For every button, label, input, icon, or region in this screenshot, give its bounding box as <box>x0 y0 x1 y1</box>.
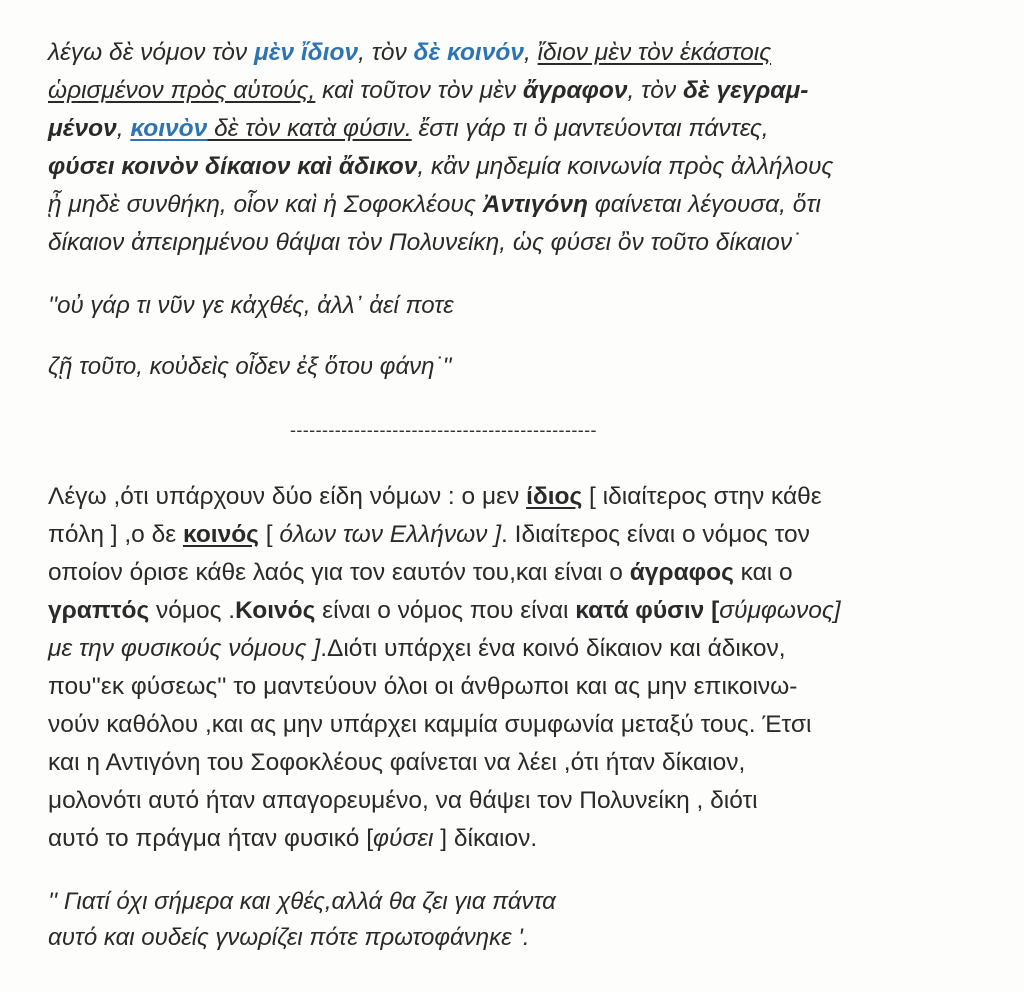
bold-menon: μένον <box>48 115 117 142</box>
modern-text: .Διότι υπάρχει ένα κοινό δίκαιον και άδικον, <box>320 635 786 662</box>
highlight-men-idion: μὲν ἴδιον <box>253 39 359 66</box>
greek-text: ἔστι γάρ τι ὃ μαντεύονται πάντες, <box>411 115 769 142</box>
modern-line-7: νούν καθόλου ,και ας μην υπάρχει καμμία συμφωνία μεταξύ τους. Έτσι <box>48 711 812 738</box>
modern-line-2 <box>48 516 998 554</box>
modern-text: . Ιδιαίτερος είναι ο νόμος τον <box>501 521 810 548</box>
modern-text: οποίον όρισε κάθε λαός για τον εαυτόν του,και είναι ο <box>48 559 630 586</box>
bold-koinos: κοινός <box>182 521 259 548</box>
underlined-phrase: ἴδιον μὲν τὸν ἑκάστοις <box>537 39 772 66</box>
italic-gloss: σύμφωνος] <box>719 597 841 624</box>
bold-agrafos: άγραφος <box>629 559 734 586</box>
highlight-koinon: κοινὸν <box>130 115 208 142</box>
bracket: [ <box>704 597 720 624</box>
bold-physei-phrase: φύσει κοινὸν δίκαιον καὶ ἄδικον <box>48 153 418 180</box>
greek-text: φαίνεται λέγουσα, ὅτι <box>587 191 821 218</box>
greek-text: καὶ τοῦτον τὸν μὲν <box>315 77 523 104</box>
bold-idios: ίδιος <box>526 483 583 510</box>
ancient-greek-passage <box>48 34 988 262</box>
modern-line-4 <box>48 592 998 630</box>
greek-line-1 <box>48 34 988 72</box>
bold-agraphon: ἄγραφον <box>522 77 628 104</box>
modern-text: και ο <box>733 559 793 586</box>
modern-line-6: που''εκ φύσεως'' το μαντεύουν όλοι οι άνθρωποι και ας μην επικοινω- <box>48 673 798 700</box>
sophocles-quote-line-1: ''οὐ γάρ τι νῦν γε κἀχθές, ἀλλ᾽ ἀεί ποτε <box>48 292 454 319</box>
translated-quote <box>48 884 556 956</box>
translated-quote-line-2: αυτό και ουδείς γνωρίζει πότε πρωτοφάνηκε '. <box>48 924 530 951</box>
greek-text: , τὸν <box>358 39 414 66</box>
underlined-phrase: δὲ τὸν κατὰ φύσιν. <box>207 115 412 142</box>
dashed-divider: ------------------------------------------------ <box>290 420 597 440</box>
italic-gloss: όλων των Ελλήνων ] <box>279 521 502 548</box>
greek-line-4 <box>48 148 988 186</box>
greek-text: , <box>116 115 131 142</box>
modern-text: [ <box>258 521 280 548</box>
modern-line-3 <box>48 554 998 592</box>
bold-graptos: γραπτός <box>48 597 150 624</box>
greek-text: , τὸν <box>627 77 683 104</box>
modern-line-8: και η Αντιγόνη του Σοφοκλέους φαίνεται να λέει ,ότι ήταν δίκαιον, <box>48 749 746 776</box>
greek-text: ᾖ μηδὲ συνθήκη, οἷον καὶ ἡ Σοφοκλέους <box>48 191 483 218</box>
greek-line-2 <box>48 72 988 110</box>
modern-line-1 <box>48 478 998 516</box>
greek-text: λέγω δὲ νόμον τὸν <box>48 39 254 66</box>
greek-line-3 <box>48 110 988 148</box>
modern-text: πόλη ] ,ο δε <box>48 521 183 548</box>
underlined-phrase: ὡρισμένον πρὸς αὑτούς, <box>48 77 316 104</box>
modern-text: ] δίκαιον. <box>433 825 538 852</box>
greek-line-5 <box>48 186 988 224</box>
greek-text: , κἂν μηδεμία κοινωνία πρὸς ἀλλήλους <box>417 153 834 180</box>
modern-text: νόμος . <box>149 597 236 624</box>
bold-kata-fysin: κατά φύσιν <box>575 597 705 624</box>
bold-antigone: Ἀντιγόνη <box>482 191 588 218</box>
highlight-de-koinon: δὲ κοινόν <box>413 39 524 66</box>
greek-line-6: δίκαιον ἀπειρημένου θάψαι τὸν Πολυνείκη, ὡς φύσει ὂν τοῦτο δίκαιον˙ <box>48 229 801 256</box>
greek-text: , <box>523 39 538 66</box>
italic-gloss: φύσει <box>373 825 434 852</box>
modern-line-10 <box>48 820 998 858</box>
modern-greek-translation <box>48 478 998 858</box>
bold-gegrammenon: δὲ γεγραμ- <box>682 77 809 104</box>
modern-text: Λέγω ,ότι υπάρχουν δύο είδη νόμων : ο μεν <box>48 483 527 510</box>
italic-gloss: με την φυσικούς νόμους ] <box>48 635 321 662</box>
bold-koinos-2: Κοινός <box>235 597 316 624</box>
modern-line-5 <box>48 630 998 668</box>
modern-line-9: μολονότι αυτό ήταν απαγορευμένο, να θάψει τον Πολυνείκη , διότι <box>48 787 758 814</box>
sophocles-quote-line-2: ζῇ τοῦτο, κοὐδεὶς οἶδεν ἐξ ὅτου φάνη˙'' <box>48 353 452 380</box>
translated-quote-line-1: '' Γιατί όχι σήμερα και χθές,αλλά θα ζει για πάντα <box>48 888 556 915</box>
modern-text: είναι ο νόμος που είναι <box>315 597 576 624</box>
modern-text: αυτό το πράγμα ήταν φυσικό [ <box>48 825 373 852</box>
modern-text: [ ιδιαίτερος στην κάθε <box>582 483 822 510</box>
